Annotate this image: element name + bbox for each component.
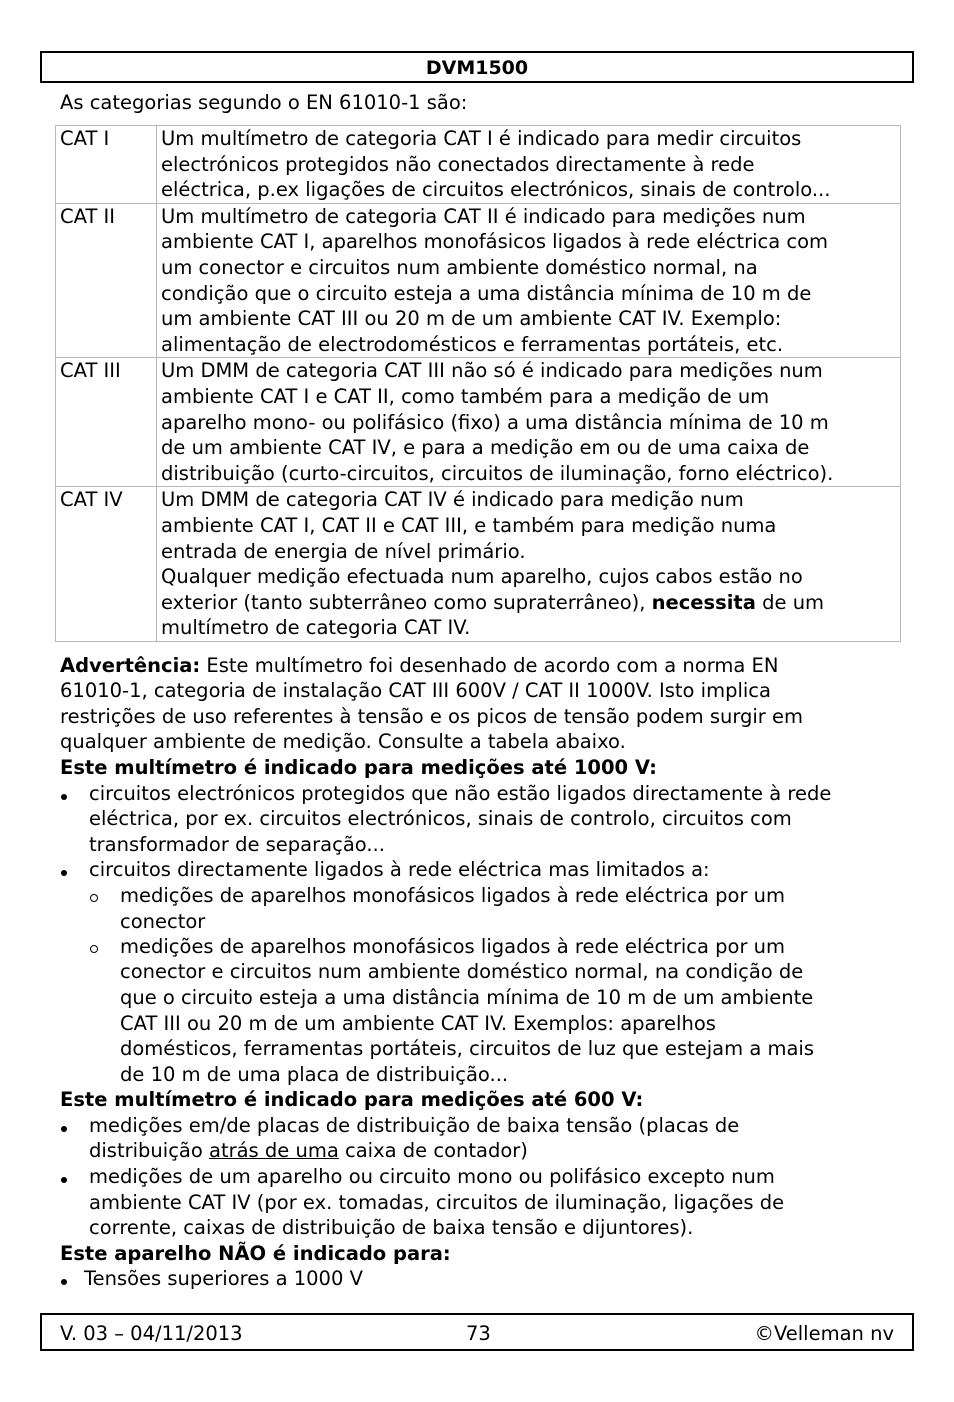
category-description: Um DMM de categoria CAT III não só é indicado para medições num ambiente CAT I e CAT II, como também para a medição de um aparelho mono- ou polifásico (fixo) a uma distância mínima de 10 m de um ambiente CAT IV, e para a medição em ou de uma caixa de distribuição (curto-circuitos, circuitos de iluminação, forno eléctrico). [157,358,901,487]
circle-bullet-icon [90,894,98,902]
document-footer [40,1313,914,1351]
table-row [56,203,901,358]
section-heading-not-suitable: Este aparelho NÃO é indicado para: [60,1242,451,1265]
version-date: V. 03 – 04/11/2013 [60,1322,243,1345]
table-row [56,487,901,642]
copyright: ©Velleman nv [754,1322,894,1345]
category-name: CAT III [56,358,157,487]
bullet-icon [61,794,67,800]
document-header [40,51,914,83]
section-heading-1000v: Este multímetro é indicado para medições até 1000 V: [60,756,657,779]
table-row [56,358,901,487]
table-row [56,126,901,204]
section-heading-600v: Este multímetro é indicado para medições até 600 V: [60,1088,644,1111]
bullet-icon [61,1126,67,1132]
bullet-icon [61,870,67,876]
category-name: CAT II [56,203,157,358]
intro-text: As categorias segundo o EN 61010-1 são: [60,91,468,114]
category-name: CAT I [56,126,157,204]
model-title: DVM1500 [425,57,529,79]
category-description: Um multímetro de categoria CAT II é indicado para medições num ambiente CAT I, aparelhos monofásicos ligados à rede eléctrica com um conector e circuitos num ambiente doméstico normal, na condição que o circuito esteja a uma distância mínima de 10 m de um ambiente CAT III ou 20 m de um ambiente CAT IV. Exemplo: alimentação de electrodomésticos e ferramentas portáteis, etc. [157,203,901,358]
circle-bullet-icon [90,945,98,953]
category-table [55,125,901,642]
category-description: Um DMM de categoria CAT IV é indicado para medição num ambiente CAT I, CAT II e CAT III, e também para medição numa entrada de energia de nível primário. Qualquer medição efectuada num aparelho, cujos cabos estão no exterior (tanto subterrâneo como supraterrâneo), necessita de um multímetro de categoria CAT IV. [157,487,901,642]
bullet-icon [61,1279,67,1285]
category-description: Um multímetro de categoria CAT I é indicado para medir circuitos electrónicos protegidos não conectados directamente à rede eléctrica, p.ex ligações de circuitos electrónicos, sinais de controlo... [157,126,901,204]
bullet-icon [61,1177,67,1183]
category-name: CAT IV [56,487,157,642]
warning-label: Advertência: [60,654,201,677]
page-number: 73 [466,1322,491,1345]
